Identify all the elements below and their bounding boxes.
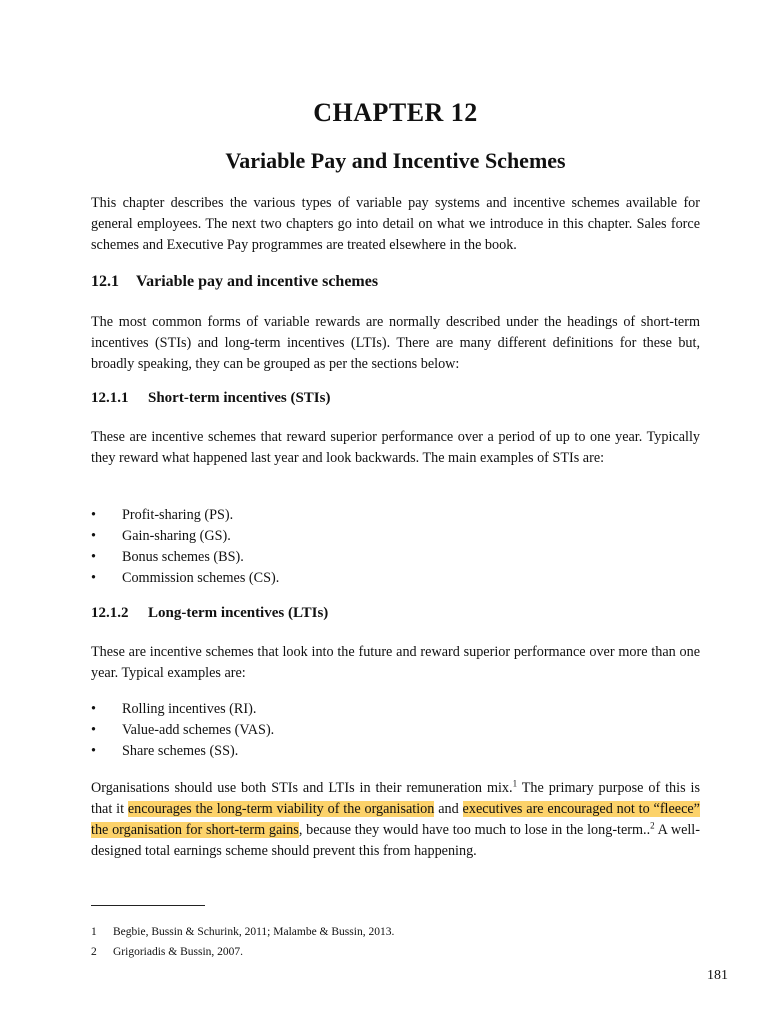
sti-list — [91, 505, 279, 589]
bullet-icon: • — [91, 743, 96, 759]
footnote — [91, 942, 394, 962]
closing-text: and — [434, 801, 463, 817]
footnote — [91, 922, 394, 942]
lti-list — [91, 699, 274, 762]
bullet-icon: • — [91, 701, 96, 717]
list-item-text: Rolling incentives (RI). — [122, 701, 257, 717]
list-item — [91, 547, 279, 568]
closing-text: Organisations should use both STIs and LTIs in their remuneration mix. — [91, 780, 513, 796]
intro-paragraph: This chapter describes the various types of variable pay systems and incentive schemes available for general employees. The next two chapters go into detail on what we introduce in this chapter. Sales force schemes and Executive Pay programmes are treated elsewhere in the book. — [91, 195, 700, 253]
section-number: 12.1.1 — [91, 390, 129, 406]
page-number: 181 — [707, 968, 728, 983]
closing-text: A well-designed total earnings scheme should prevent this from happening. — [91, 822, 700, 859]
list-item-text: Value-add schemes (VAS). — [122, 722, 275, 738]
footnote-ref[interactable]: 2 — [650, 820, 655, 831]
highlighted-text: executives are encouraged not to “fleece” the organisation for short-term gains — [91, 801, 700, 838]
section-heading-12-1-1 — [91, 390, 330, 407]
footnote-ref[interactable]: 1 — [512, 778, 518, 789]
footnotes — [91, 922, 394, 962]
bullet-icon: • — [91, 722, 96, 738]
list-item-text: Profit-sharing (PS). — [122, 507, 234, 523]
list-item — [91, 568, 279, 589]
section-12-1-paragraph: The most common forms of variable rewards are normally described under the headings of short-term incentives (STIs) and long-term incentives (LTIs). There are many different definitions for these but, broadly speaking, they can be grouped as per the sections below: — [91, 314, 700, 372]
highlighted-text: encourages the long-term viability of the organisation — [127, 801, 435, 817]
list-item — [91, 699, 274, 720]
footnote-text: Begbie, Bussin & Schurink, 2011; Malambe & Bussin, 2013. — [113, 925, 395, 938]
bullet-icon: • — [91, 528, 96, 544]
chapter-title: Variable Pay and Incentive Schemes — [225, 148, 566, 173]
section-heading-text: Short-term incentives (STIs) — [148, 390, 331, 406]
list-item — [91, 526, 279, 547]
section-heading-text: Variable pay and incentive schemes — [136, 273, 379, 290]
list-item — [91, 720, 274, 741]
closing-paragraph — [91, 778, 700, 862]
footnote-number: 2 — [91, 945, 97, 958]
section-heading-text: Long-term incentives (LTIs) — [148, 605, 329, 621]
footnote-text: Grigoriadis & Bussin, 2007. — [113, 945, 244, 958]
list-item-text: Share schemes (SS). — [122, 743, 239, 759]
section-number: 12.1.2 — [91, 605, 129, 621]
closing-text: The primary purpose of this is that it — [91, 780, 700, 817]
bullet-icon: • — [91, 570, 96, 586]
section-heading-12-1-2 — [91, 605, 328, 622]
footnote-divider — [91, 905, 205, 906]
section-heading-12-1 — [91, 273, 378, 291]
list-item-text: Bonus schemes (BS). — [122, 549, 244, 565]
list-item — [91, 505, 279, 526]
footnote-number: 1 — [91, 925, 97, 938]
section-number: 12.1 — [91, 273, 119, 290]
section-12-1-2-paragraph: These are incentive schemes that look into the future and reward superior performance over more than one year. Typical examples are: — [91, 644, 700, 681]
closing-text: , because they would have too much to lose in the long-term.. — [298, 822, 651, 838]
bullet-icon: • — [91, 549, 96, 565]
list-item — [91, 741, 274, 762]
list-item-text: Commission schemes (CS). — [122, 570, 280, 586]
chapter-label: CHAPTER 12 — [313, 98, 478, 127]
section-12-1-1-paragraph: These are incentive schemes that reward superior performance over a period of up to one year. Typically they reward what happened last year and look backwards. The main examples of STIs are: — [91, 429, 700, 466]
bullet-icon: • — [91, 507, 96, 523]
list-item-text: Gain-sharing (GS). — [122, 528, 231, 544]
